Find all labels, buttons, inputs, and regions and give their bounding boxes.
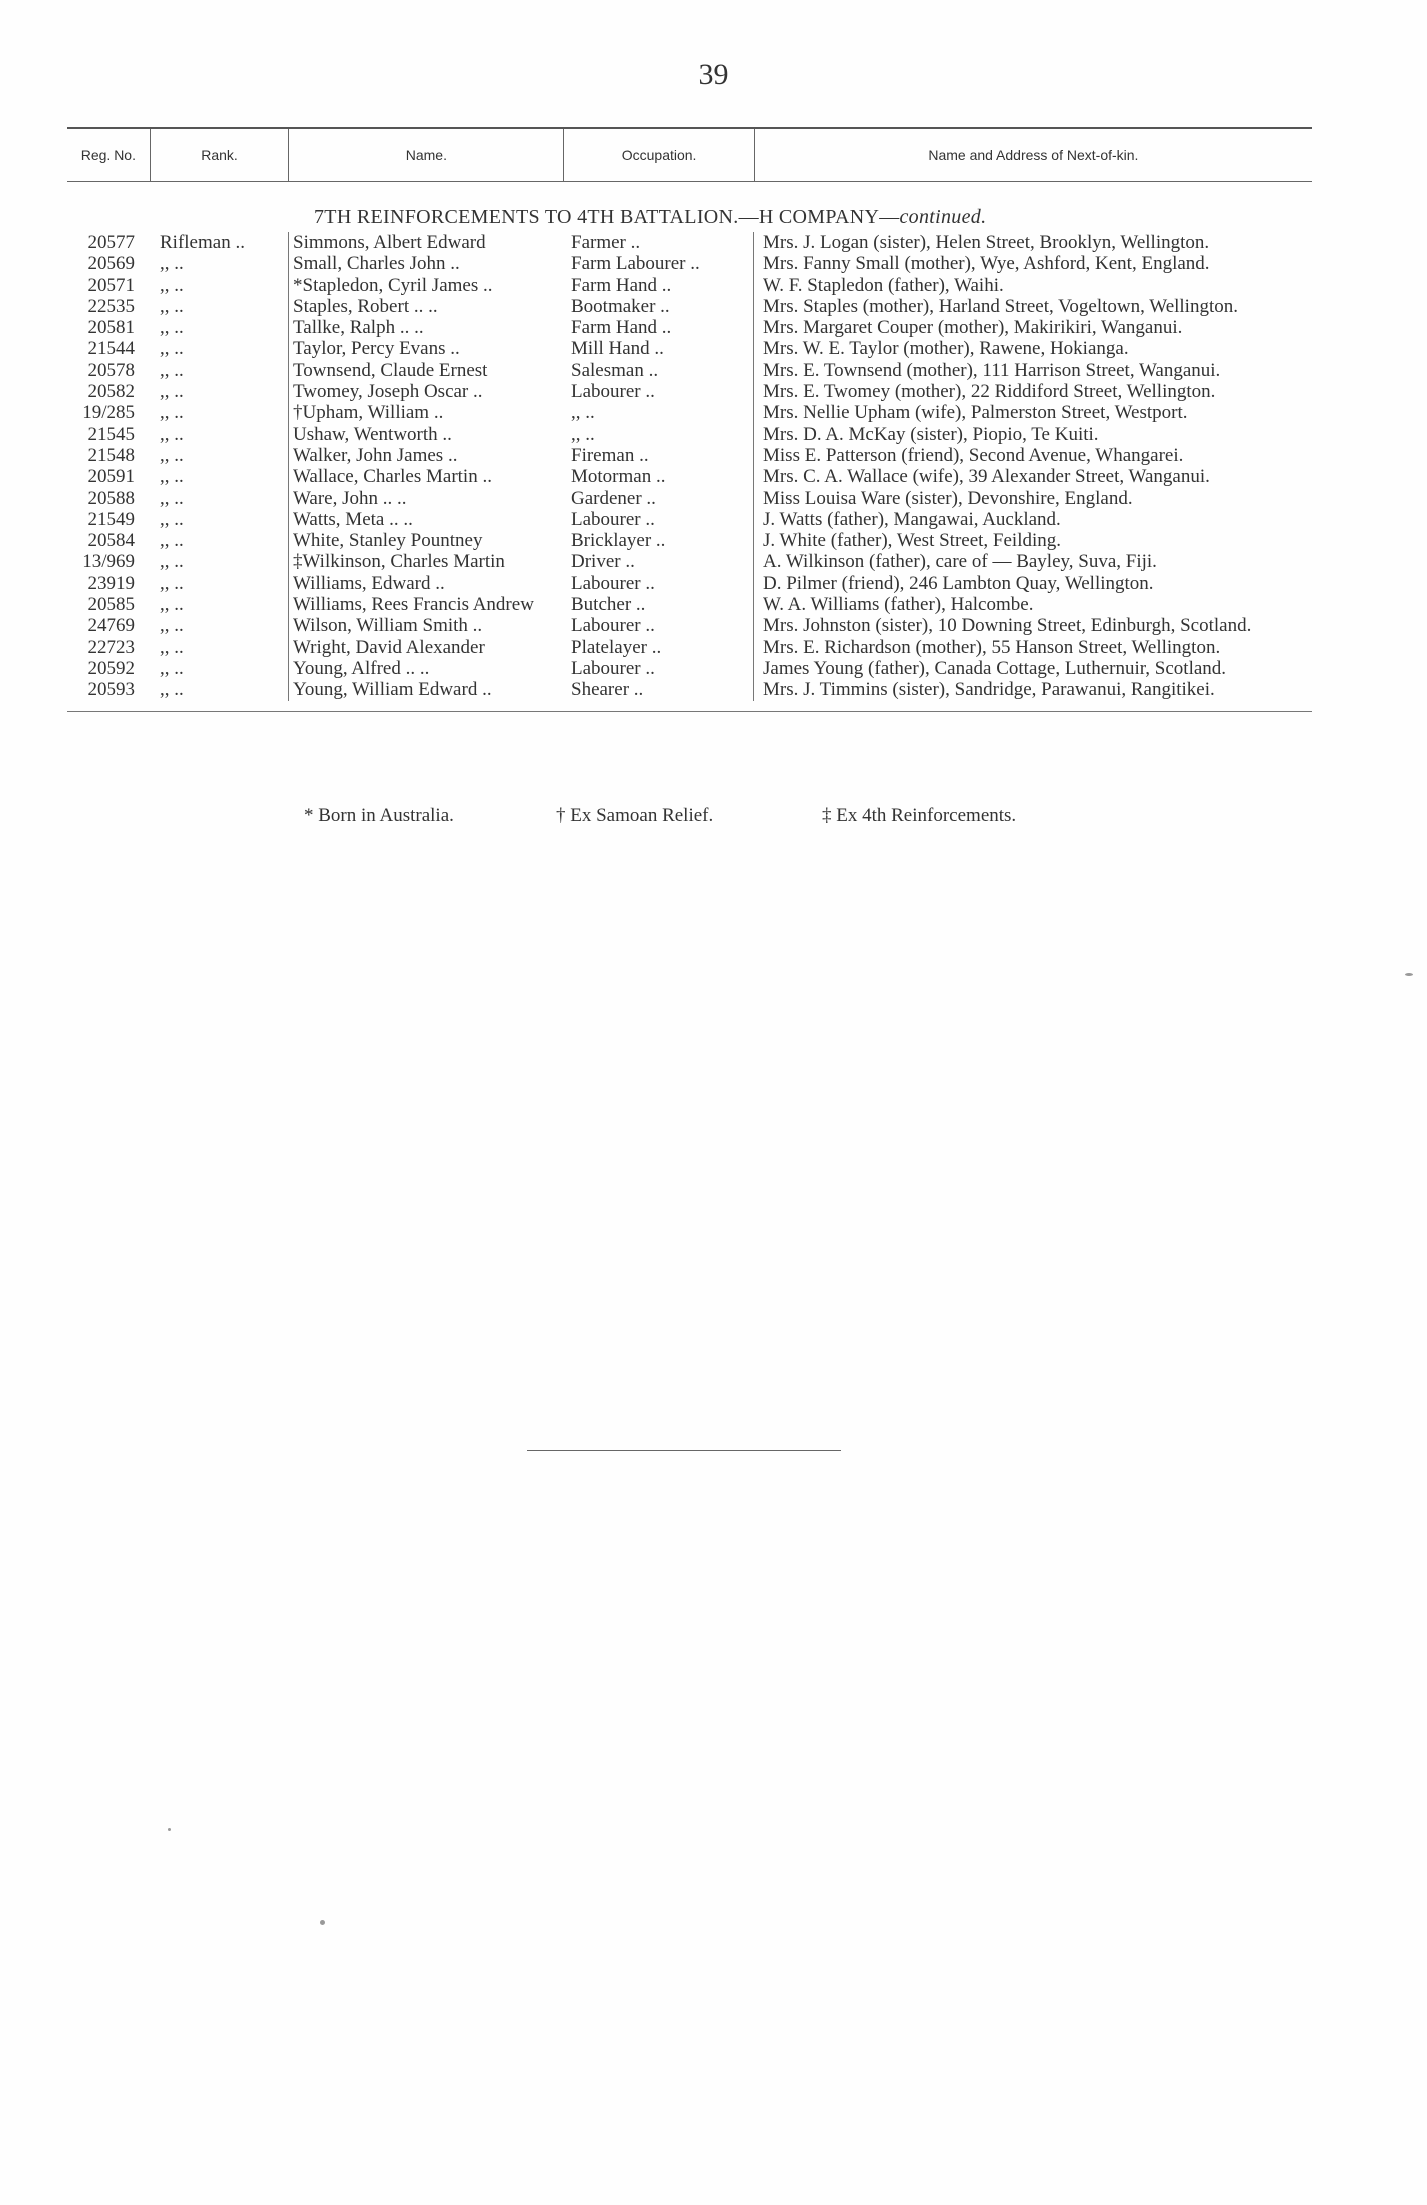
name-cell: Walker, John James .. [293,444,458,466]
occupation-cell: Labourer .. [571,572,655,594]
name-cell: Taylor, Percy Evans .. [293,338,460,360]
next-of-kin-cell: W. F. Stapledon (father), Waihi. [763,274,1004,296]
next-of-kin-cell: Mrs. Staples (mother), Harland Street, Vogeltown, Wellington. [763,295,1238,317]
header-name: Name. [288,129,563,181]
occupation-cell: Driver .. [571,551,635,573]
next-of-kin-cell: James Young (father), Canada Cottage, Luthernuir, Scotland. [763,657,1227,679]
rank-cell: ,, .. [160,253,184,275]
table-row [67,530,1312,551]
name-cell: Watts, Meta .. .. [293,508,413,530]
rank-cell: ,, .. [160,274,184,296]
occupation-cell: Bricklayer .. [571,530,666,552]
table-row [67,360,1312,381]
section-continued: continued. [899,206,987,228]
table-row [67,466,1312,487]
table-row [67,615,1312,636]
reg-no-cell: 20571 [87,274,135,296]
reg-no-cell: 19/285 [82,402,135,424]
name-cell: Ware, John .. .. [293,487,407,509]
reg-no-cell: 20593 [87,679,135,701]
table-row [67,573,1312,594]
name-cell: ‡Wilkinson, Charles Martin [293,551,505,573]
rank-cell: ,, .. [160,317,184,339]
reg-no-cell: 20591 [87,466,135,488]
rank-cell: ,, .. [160,295,184,317]
occupation-cell: Labourer .. [571,508,655,530]
rank-cell: ,, .. [160,551,184,573]
nominal-roll-table [67,127,1312,712]
page-number: 39 [698,58,729,91]
next-of-kin-cell: Mrs. Margaret Couper (mother), Makirikiri, Wanganui. [763,317,1183,339]
name-cell: †Upham, William .. [293,402,444,424]
reg-no-cell: 20582 [87,381,135,403]
table-row [67,275,1312,296]
reg-no-cell: 20581 [87,317,135,339]
occupation-cell: Farm Hand .. [571,317,672,339]
name-cell: Williams, Rees Francis Andrew [293,594,534,616]
occupation-cell: ,, .. [571,402,595,424]
name-cell: Simmons, Albert Edward [293,232,486,253]
next-of-kin-cell: J. White (father), West Street, Feilding. [763,530,1062,552]
next-of-kin-cell: Mrs. W. E. Taylor (mother), Rawene, Hokianga. [763,338,1129,360]
name-cell: Ushaw, Wentworth .. [293,423,452,445]
name-cell: Tallke, Ralph .. .. [293,317,424,339]
occupation-cell: Labourer .. [571,615,655,637]
next-of-kin-cell: Mrs. J. Timmins (sister), Sandridge, Parawanui, Rangitikei. [763,679,1215,701]
header-occupation: Occupation. [563,129,753,181]
next-of-kin-cell: Mrs. Fanny Small (mother), Wye, Ashford, Kent, England. [763,253,1210,275]
name-cell: Young, William Edward .. [293,679,492,701]
footnote-samoan-relief: † Ex Samoan Relief. [556,805,714,826]
table-bottom-rule [67,711,1312,712]
reg-no-cell: 21549 [87,508,135,530]
name-cell: Williams, Edward .. [293,572,445,594]
closing-rule [527,1450,841,1451]
name-cell: Townsend, Claude Ernest [293,359,488,381]
rank-cell: Rifleman .. [160,232,245,253]
occupation-cell: Mill Hand .. [571,338,664,360]
footnote-fourth-reinforcements: ‡ Ex 4th Reinforcements. [822,805,1017,826]
reg-no-cell: 24769 [87,615,135,637]
occupation-cell: Platelayer .. [571,636,662,658]
reg-no-cell: 22535 [87,295,135,317]
reg-no-cell: 21548 [87,444,135,466]
reg-no-cell: 20585 [87,594,135,616]
next-of-kin-cell: Mrs. Johnston (sister), 10 Downing Street, Edinburgh, Scotland. [763,615,1252,637]
table-row [67,488,1312,509]
next-of-kin-cell: J. Watts (father), Mangawai, Auckland. [763,508,1061,530]
occupation-cell: Shearer .. [571,679,644,701]
rank-cell: ,, .. [160,338,184,360]
table-row [67,594,1312,615]
reg-no-cell: 20588 [87,487,135,509]
table-row [67,381,1312,402]
next-of-kin-cell: Miss Louisa Ware (sister), Devonshire, England. [763,487,1133,509]
reg-no-cell: 21544 [87,338,135,360]
rank-cell: ,, .. [160,423,184,445]
occupation-cell: Gardener .. [571,487,656,509]
rank-cell: ,, .. [160,657,184,679]
reg-no-cell: 23919 [87,572,135,594]
table-row [67,658,1312,679]
reg-no-cell: 20577 [87,232,135,253]
next-of-kin-cell: Mrs. E. Twomey (mother), 22 Riddiford Street, Wellington. [763,381,1216,403]
rank-cell: ,, .. [160,381,184,403]
name-cell: Wright, David Alexander [293,636,485,658]
header-rank: Rank. [150,129,289,181]
reg-no-cell: 22723 [87,636,135,658]
table-row [67,424,1312,445]
section-title [67,202,1312,232]
section-title-text: 7TH REINFORCEMENTS TO 4TH BATTALION.—H COMPANY— [314,206,900,228]
rank-cell: ,, .. [160,594,184,616]
table-row [67,296,1312,317]
footnote-born-australia: * Born in Australia. [304,805,454,826]
occupation-cell: Salesman .. [571,359,659,381]
name-cell: Staples, Robert .. .. [293,295,438,317]
next-of-kin-cell: D. Pilmer (friend), 246 Lambton Quay, Wellington. [763,572,1154,594]
next-of-kin-cell: A. Wilkinson (father), care of — Bayley, Suva, Fiji. [763,551,1157,573]
table-row [67,551,1312,572]
table-row [67,445,1312,466]
rank-cell: ,, .. [160,530,184,552]
occupation-cell: ,, .. [571,423,595,445]
paper-speck [1405,973,1413,976]
paper-speck [320,1920,325,1925]
next-of-kin-cell: Mrs. J. Logan (sister), Helen Street, Brooklyn, Wellington. [763,232,1210,253]
next-of-kin-cell: Mrs. E. Townsend (mother), 111 Harrison Street, Wanganui. [763,359,1221,381]
reg-no-cell: 20569 [87,253,135,275]
name-cell: Small, Charles John .. [293,253,460,275]
rank-cell: ,, .. [160,444,184,466]
occupation-cell: Fireman .. [571,444,649,466]
rank-cell: ,, .. [160,466,184,488]
reg-no-cell: 21545 [87,423,135,445]
reg-no-cell: 20578 [87,359,135,381]
header-reg-no: Reg. No. [80,147,136,163]
occupation-cell: Labourer .. [571,381,655,403]
next-of-kin-cell: Mrs. Nellie Upham (wife), Palmerston Street, Westport. [763,402,1188,424]
rank-cell: ,, .. [160,679,184,701]
rank-cell: ,, .. [160,359,184,381]
rank-cell: ,, .. [160,615,184,637]
paper-speck [168,1828,171,1831]
name-cell: Wallace, Charles Martin .. [293,466,492,488]
next-of-kin-cell: Miss E. Patterson (friend), Second Avenue, Whangarei. [763,444,1184,466]
name-cell: *Stapledon, Cyril James .. [293,274,493,296]
table-header [67,129,1312,181]
reg-no-cell: 20592 [87,657,135,679]
table-body [67,232,1312,701]
next-of-kin-cell: Mrs. E. Richardson (mother), 55 Hanson Street, Wellington. [763,636,1221,658]
name-cell: Young, Alfred .. .. [293,657,430,679]
table-row [67,679,1312,700]
rank-cell: ,, .. [160,572,184,594]
occupation-cell: Farmer .. [571,232,641,253]
reg-no-cell: 20584 [87,530,135,552]
table-row [67,338,1312,359]
next-of-kin-cell: Mrs. C. A. Wallace (wife), 39 Alexander Street, Wanganui. [763,466,1210,488]
table-row [67,232,1312,253]
occupation-cell: Butcher .. [571,594,646,616]
name-cell: Wilson, William Smith .. [293,615,483,637]
next-of-kin-cell: W. A. Williams (father), Halcombe. [763,594,1034,616]
occupation-cell: Bootmaker .. [571,295,670,317]
name-cell: White, Stanley Pountney [293,530,483,552]
header-next-of-kin: Name and Address of Next-of-kin. [754,129,1312,181]
occupation-cell: Farm Hand .. [571,274,672,296]
table-row [67,253,1312,274]
rank-cell: ,, .. [160,487,184,509]
occupation-cell: Labourer .. [571,657,655,679]
table-row [67,402,1312,423]
occupation-cell: Motorman .. [571,466,666,488]
rank-cell: ,, .. [160,508,184,530]
rank-cell: ,, .. [160,636,184,658]
table-row [67,509,1312,530]
rank-cell: ,, .. [160,402,184,424]
reg-no-cell: 13/969 [82,551,135,573]
header-bottom-rule [67,181,1312,182]
name-cell: Twomey, Joseph Oscar .. [293,381,483,403]
occupation-cell: Farm Labourer .. [571,253,700,275]
table-row [67,317,1312,338]
table-row [67,637,1312,658]
next-of-kin-cell: Mrs. D. A. McKay (sister), Piopio, Te Kuiti. [763,423,1099,445]
